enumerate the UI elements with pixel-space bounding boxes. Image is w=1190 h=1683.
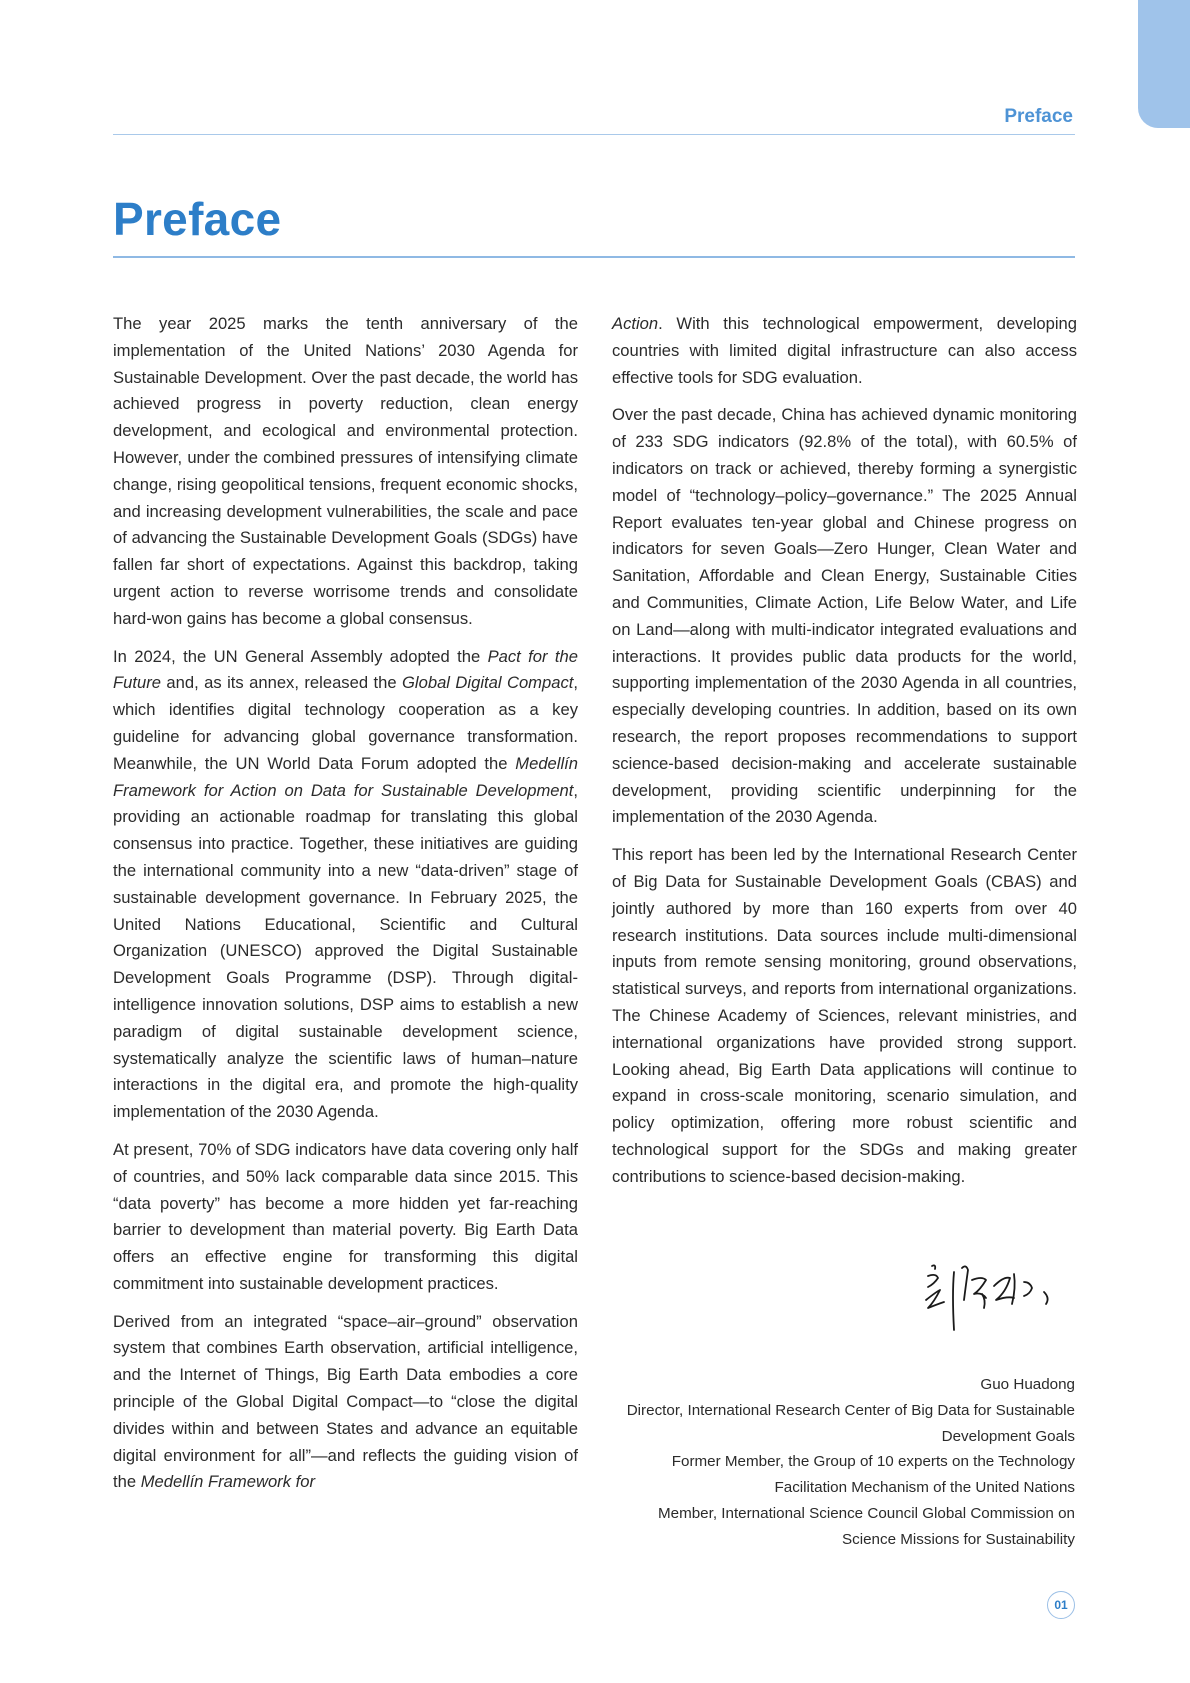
- signatory-title-3b: Science Missions for Sustainability: [842, 1530, 1075, 1548]
- text-run: . With this technological empowerment, developing countries with limited digital infrastructure can also access effective tools for SDG evaluation.: [612, 314, 1077, 387]
- page-number: 01: [1047, 1591, 1075, 1619]
- text-run: and, as its annex, released the: [160, 673, 403, 693]
- signatory-title-3: Member, International Science Council Global Commission on: [657, 1504, 1075, 1522]
- framework-title: Medellín Framework for: [140, 1472, 315, 1492]
- title-divider: [113, 256, 1075, 258]
- left-column: [113, 311, 578, 1496]
- paragraph-6: This report has been led by the International Research Center of Big Data for Sustainable Development Goals (CBAS) and jointly authored by more than 160 experts from over 40 research institutions. Data sources include multi-dimensional inputs from remote sensing monitoring, ground observations, statistical surveys, and reports from international organizations. The Chinese Academy of Sciences, relevant ministries, and international organizations have provided strong support. Looking ahead, Big Earth Data applications will continue to expand in cross-scale monitoring, scenario simulation, and policy optimization, offering more robust scientific and technological support for the SDGs and making greater contributions to science-based decision-making.: [612, 845, 1077, 1186]
- text-run: Derived from an integrated “space–air–ground” observation system that combines Earth observation, artificial intelligence, and the Internet of Things, Big Earth Data embodies a core principle of the Global Digital Compact—to “close the digital divides within and between States and advance an equitable digital environment for all”—and reflects the guiding vision of the: [113, 1311, 578, 1492]
- framework-title: Medellín Framework for Action on Data for Sustainable Development: [113, 753, 578, 800]
- compact-title: Global Digital Compact: [402, 673, 574, 693]
- signatory-title-2b: Facilitation Mechanism of the United Nations: [774, 1479, 1075, 1497]
- text-run: In 2024, the UN General Assembly adopted the: [113, 646, 488, 666]
- paragraph-4: [113, 1309, 578, 1497]
- handwritten-signature: [920, 1258, 1080, 1338]
- text-run: , providing an actionable roadmap for translating this global consensus into practice. Together, these initiatives are guiding the international community into a new “data-driven” stage of sustainable development governance. In February 2025, the United Nations Educational, Scientific and Cultural Organization (UNESCO) approved the Digital Sustainable Development Goals Programme (DSP). Through digital-intelligence innovation solutions, DSP aims to establish a new paradigm of digital sustainable development science, systematically analyze the scientific laws of human–nature interactions in the digital era, and promote the high-quality implementation of the 2030 Agenda.: [113, 780, 578, 1122]
- page-title: Preface: [113, 193, 282, 245]
- signatory-title-1: Director, International Research Center of Big Data for Sustainable: [626, 1401, 1075, 1419]
- signatory-name: Guo Huadong: [980, 1376, 1075, 1393]
- paragraph-4-continued: [612, 311, 1077, 391]
- paragraph-2: [113, 644, 578, 1126]
- running-header: Preface: [1004, 106, 1073, 127]
- signature-block: [595, 1372, 1075, 1553]
- paragraph-5: Over the past decade, China has achieved dynamic monitoring of 233 SDG indicators (92.8% of the total), with 60.5% of indicators on track or achieved, thereby forming a synergistic model of “technology–policy–governance.” The 2025 Annual Report evaluates ten-year global and Chinese progress on indicators for seven Goals—Zero Hunger, Clean Water and Sanitation, Affordable and Clean Energy, Sustainable Cities and Communities, Climate Action, Life Below Water, and Life on Land—along with multi-indicator integrated evaluations and interactions. It provides public data products for the world, supporting implementation of the 2030 Agenda in all countries, especially developing countries. In addition, based on its own research, the report proposes recommendations to support science-based decision-making and accelerate sustainable development, providing scientific underpinning for the implementation of the 2030 Agenda.: [612, 405, 1077, 827]
- side-tab: [1138, 0, 1190, 128]
- pact-title: Pact for the Future: [113, 646, 579, 693]
- signatory-title-1b: Development Goals: [941, 1427, 1075, 1445]
- framework-title-end: Action: [612, 314, 659, 333]
- signatory-title-2: Former Member, the Group of 10 experts on the Technology: [671, 1453, 1075, 1471]
- header-divider: [113, 134, 1075, 135]
- paragraph-3: At present, 70% of SDG indicators have data covering only half of countries, and 50% lack comparable data since 2015. This “data poverty” has become a more hidden yet far-reaching barrier to development than material poverty. Big Earth Data offers an effective engine for transforming this digital commitment into sustainable development practices.: [113, 1139, 578, 1293]
- text-run: , which identifies digital technology cooperation as a key guideline for advancing global governance transformation. Meanwhile, the UN World Data Forum adopted the: [113, 673, 578, 773]
- paragraph-1: The year 2025 marks the tenth anniversary of the implementation of the United Nations’ 2030 Agenda for Sustainable Development. Over the past decade, the world has achieved progress in poverty reduction, clean energy development, and ecological and environmental protection. However, under the combined pressures of intensifying climate change, rising geopolitical tensions, frequent economic shocks, and increasing development vulnerabilities, the scale and pace of advancing the Sustainable Development Goals (SDGs) have fallen far short of expectations. Against this backdrop, taking urgent action to reverse worrisome trends and consolidate hard-won gains has become a global consensus.: [113, 314, 578, 628]
- right-column: [612, 311, 1077, 1202]
